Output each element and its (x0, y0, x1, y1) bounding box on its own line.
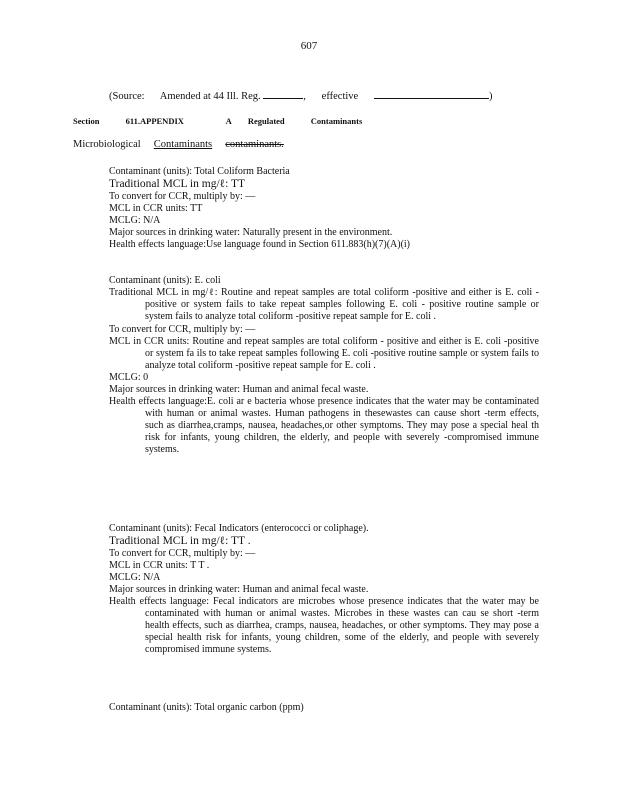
convert-line: To convert for CCR, multiply by: — (109, 323, 256, 335)
mcl-ccr-line: MCL in CCR units: T T . (109, 560, 210, 571)
traditional-mcl: Traditional MCL in mg/ℓ: TT . (109, 535, 251, 547)
contaminant-line: Contaminant (units): Total Coliform Bacteria (109, 166, 290, 177)
mclg-line: MCLG: 0 (109, 371, 149, 383)
mcl-ccr-line: MCL in CCR units: TT (109, 203, 203, 214)
source-close: ) (488, 91, 493, 102)
contaminant-line: Contaminant (units): Total organic carbon (ppm) (109, 702, 304, 713)
sources-line: Major sources in drinking water: Human and animal fecal waste. (109, 383, 369, 395)
source-prefix: (Source: (109, 91, 145, 102)
convert-line: To convert for CCR, multiply by: — (109, 548, 256, 559)
contaminant-entry (109, 275, 539, 456)
date-blank (374, 88, 489, 99)
source-effective: effective (321, 91, 359, 102)
contaminant-line: Contaminant (units): Fecal Indicators (enterococci or coliphage). (109, 523, 369, 534)
section-heading (73, 116, 386, 126)
mclg-line: MCLG: N/A (109, 572, 161, 583)
category-heading (73, 139, 284, 150)
register-blank (263, 88, 303, 99)
health-line: Health effects language: Fecal indicators are microbes whose presence indicates that the water may be contaminated with human or animal wastes. Microbes in these wastes can cau se short -term health effects, such as diarrhea, cramps, nausea, headaches, or other symptoms. They may pose a special health risk for infants, young children, some of the elderly, and people with severely compromised immune systems. (109, 596, 539, 655)
category-deleted-text: contaminants. (225, 139, 284, 150)
contaminant-line: Contaminant (units): E. coli (109, 275, 221, 286)
sources-line: Major sources in drinking water: Human and animal fecal waste. (109, 584, 369, 595)
mclg-line: MCLG: N/A (109, 215, 161, 226)
contaminant-entry (109, 523, 539, 656)
health-line: Health effects language:Use language found in Section 611.883(h)(7)(A)(i) (109, 239, 411, 250)
health-line: Health effects language:E. coli ar e bacteria whose presence indicates that the water may be contaminated with human or animal wastes. Human pathogens in thesewastes can cause short -term effects, such as diarrhea,cramps, nausea, headaches,or other symptoms. They may pose a special heal th risk for infants, young children, the elderly, and people with severely -compromised immune systems. (109, 395, 539, 455)
section-contaminants: Contaminants (310, 116, 363, 126)
traditional-mcl: Traditional MCL in mg/ℓ: TT (109, 178, 246, 190)
convert-line: To convert for CCR, multiply by: — (109, 191, 256, 202)
page-number: 607 (300, 40, 318, 52)
category-label: Microbiological (73, 139, 141, 150)
section-letter: A (225, 116, 232, 126)
section-word: Section (73, 116, 100, 126)
contaminant-entry (109, 166, 539, 251)
category-inserted-text: Contaminants (153, 139, 213, 150)
source-text: Amended at 44 Ill. Reg. (159, 91, 261, 102)
sources-line: Major sources in drinking water: Naturally present in the environment. (109, 227, 393, 238)
contaminant-entry (109, 702, 539, 714)
traditional-mcl: Traditional MCL in mg/ℓ: Routine and repeat samples are total coliform -positive and either is E. coli -positive or system fails to take repeat samples following E. coli - positive routine sample or system fails to analyze total coliform -positive repeat sample for E. coli . (109, 287, 539, 323)
section-number: 611.APPENDIX (125, 116, 184, 126)
section-regulated: Regulated (247, 116, 285, 126)
source-note: (Source: Amended at 44 Ill. Reg. , effective ) (109, 88, 492, 102)
mcl-ccr-line: MCL in CCR units: Routine and repeat samples are total coliform - positive and either is E. coli -positive or system fa ils to take repeat samples following E. coli -positive routine sample or system fails to analyze total coliform -positive repeat sample for E. coli . (109, 335, 539, 371)
